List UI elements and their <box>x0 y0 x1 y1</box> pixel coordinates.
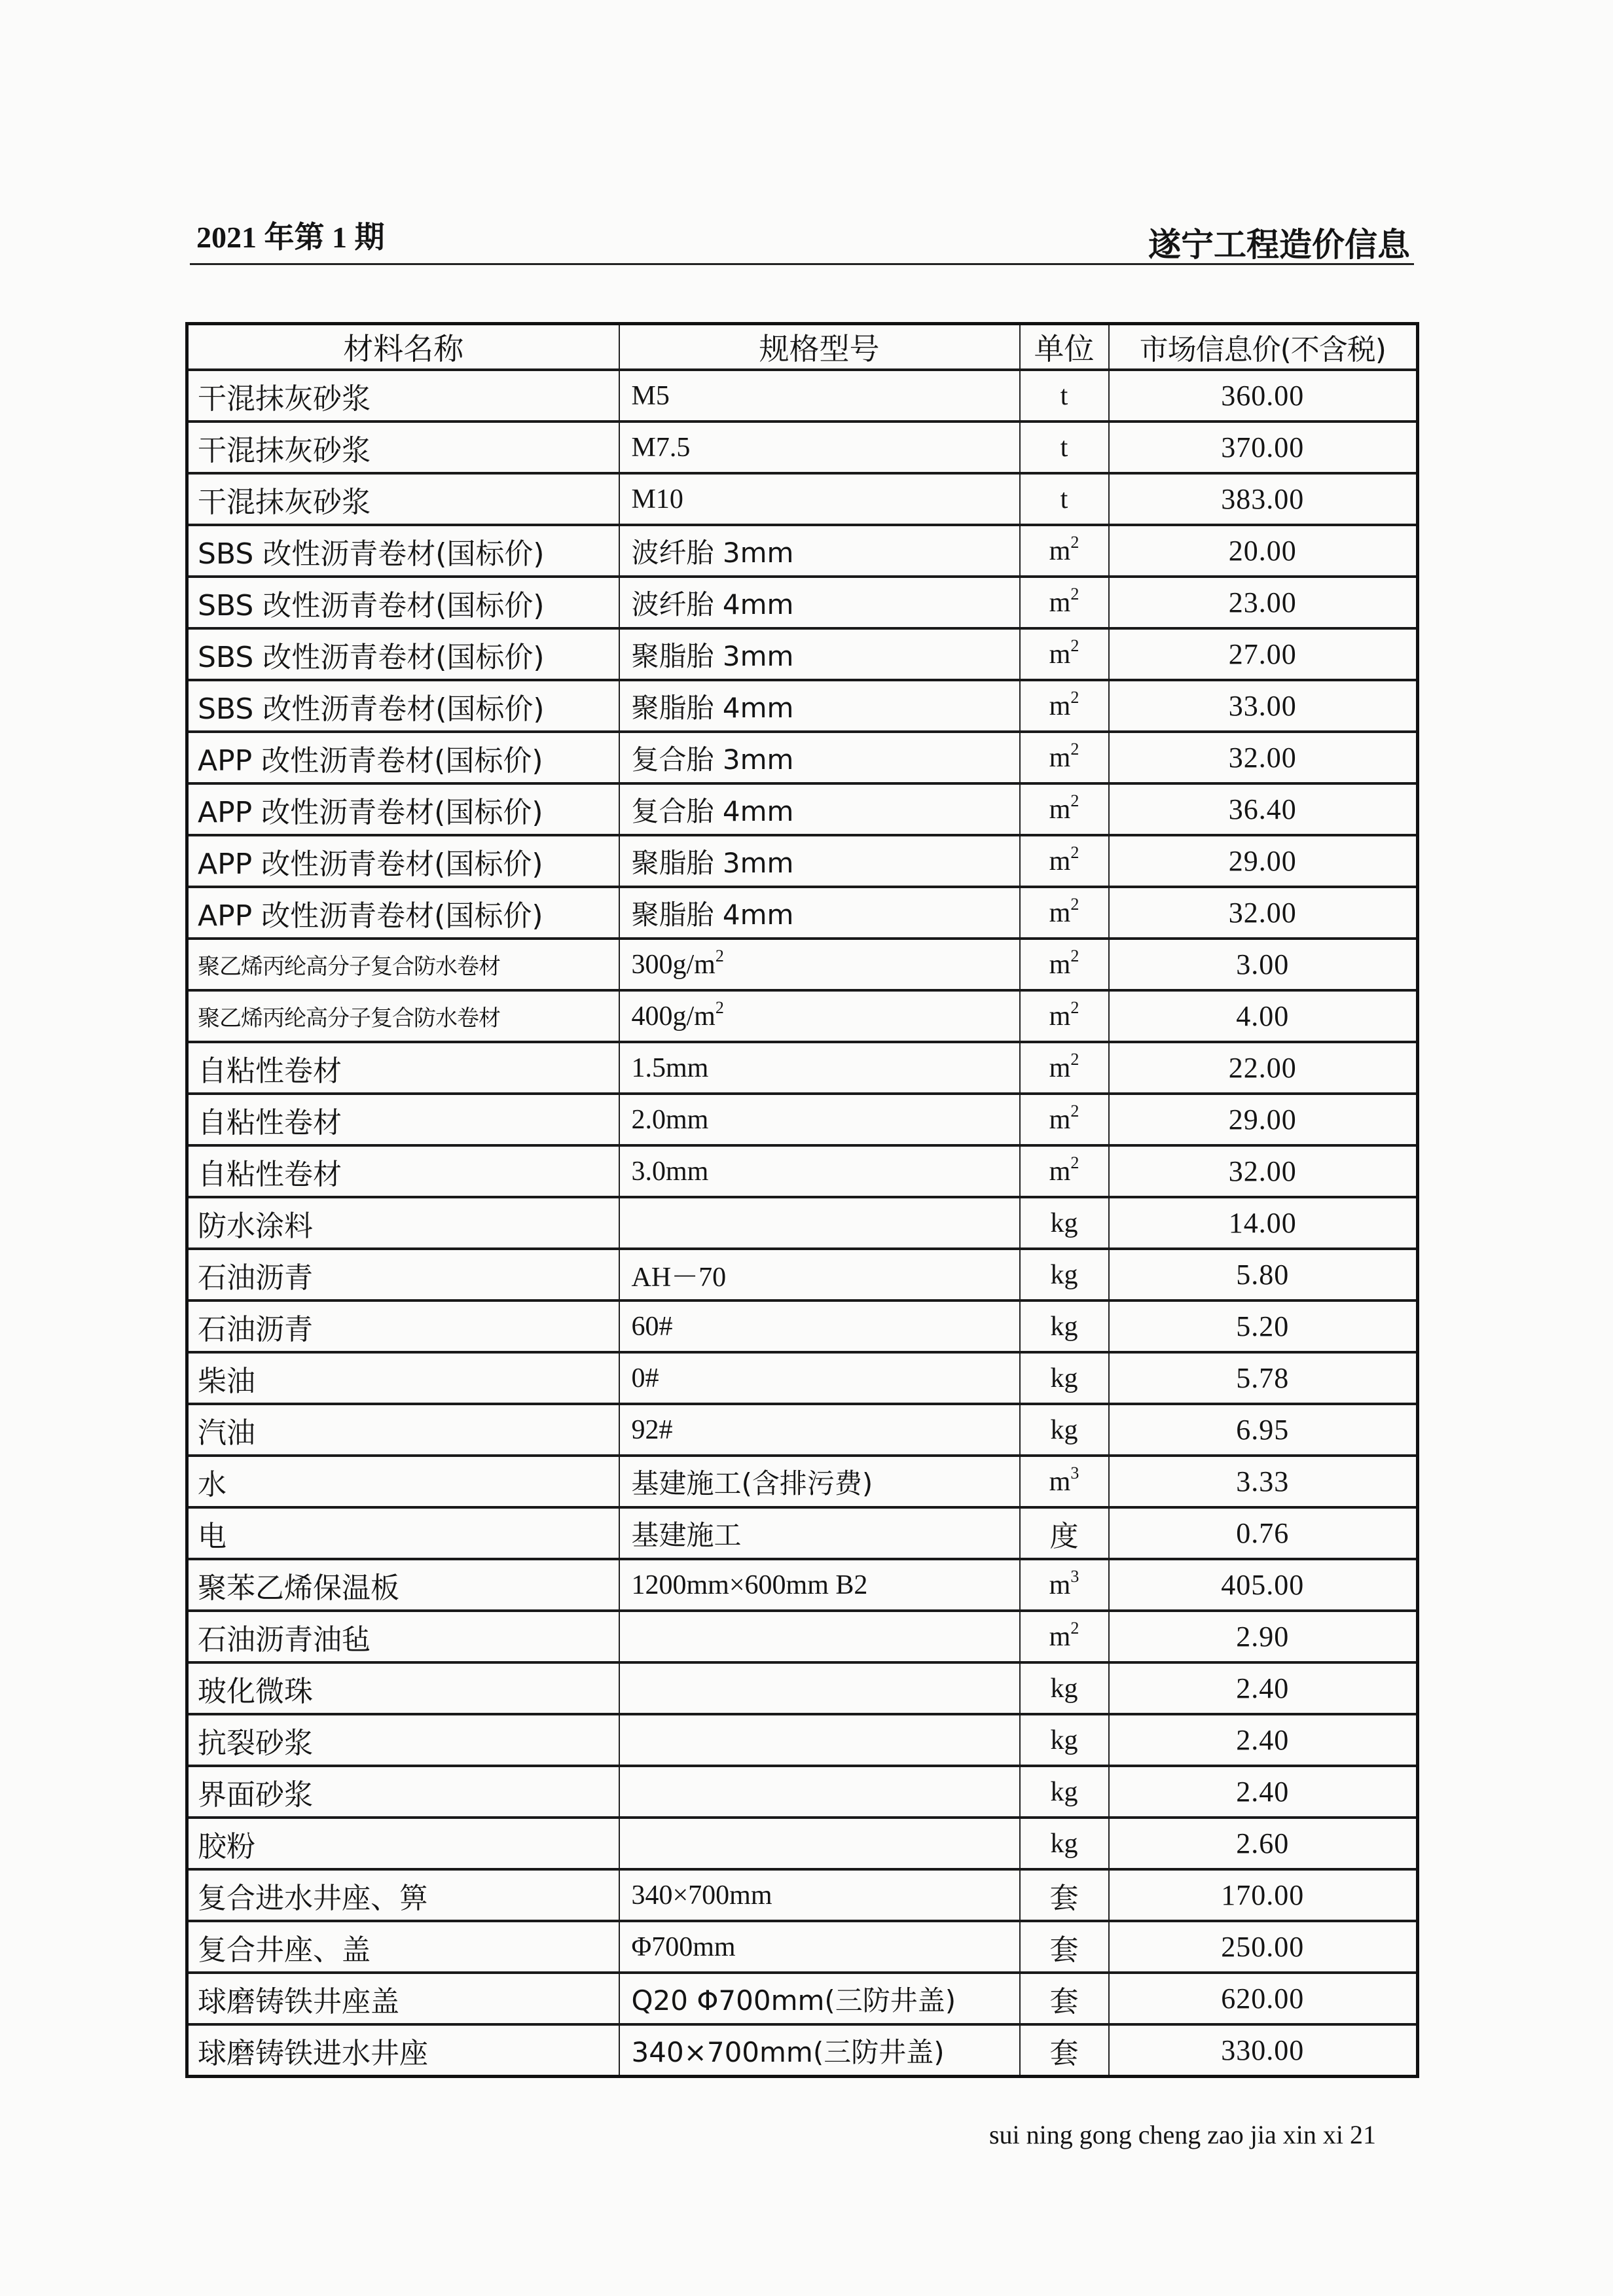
material-name-cell: 聚乙烯丙纶高分子复合防水卷材 <box>187 990 619 1042</box>
material-name-cell: 汽油 <box>187 1404 619 1456</box>
unit-text: 套 <box>1049 1881 1079 1915</box>
unit-exponent: 2 <box>1070 842 1079 862</box>
unit-text: m <box>1049 639 1071 670</box>
price-cell: 2.40 <box>1109 1766 1418 1818</box>
unit-text: m <box>1049 587 1071 618</box>
table-row <box>187 1662 1418 1714</box>
unit-exponent: 2 <box>1070 1049 1079 1069</box>
spec-cell <box>619 990 1020 1042</box>
spec-cell <box>619 1869 1020 1921</box>
unit-cell <box>1020 1766 1109 1818</box>
price-cell: 360.00 <box>1109 370 1418 422</box>
unit-cell <box>1020 1973 1109 2024</box>
material-name-cell: 球磨铸铁井座盖 <box>187 1973 619 2024</box>
unit-cell <box>1020 1456 1109 1507</box>
table-row <box>187 1094 1418 1145</box>
spec-text: 波纤胎 3mm <box>631 536 794 569</box>
unit-cell <box>1020 473 1109 525</box>
unit-exponent: 2 <box>1070 791 1079 810</box>
unit-cell <box>1020 1611 1109 1662</box>
unit-exponent: 2 <box>1070 532 1079 552</box>
table-row <box>187 1300 1418 1352</box>
spec-exponent: 2 <box>715 997 724 1017</box>
material-name-cell: 干混抹灰砂浆 <box>187 422 619 473</box>
material-name-cell: 抗裂砂浆 <box>187 1714 619 1766</box>
unit-text: m <box>1049 949 1071 980</box>
price-cell: 3.33 <box>1109 1456 1418 1507</box>
column-header-price: 市场信息价(不含税) <box>1109 324 1418 370</box>
spec-cell <box>619 939 1020 990</box>
unit-text: m <box>1049 1001 1071 1031</box>
table-row <box>187 1197 1418 1249</box>
spec-text: M10 <box>631 484 683 514</box>
unit-text: m <box>1049 1466 1071 1497</box>
material-name-cell: 聚苯乙烯保温板 <box>187 1559 619 1611</box>
unit-text: kg <box>1050 1414 1078 1445</box>
table-row <box>187 577 1418 628</box>
unit-text: m <box>1049 1621 1071 1652</box>
spec-text: 92# <box>631 1414 673 1445</box>
unit-cell <box>1020 1818 1109 1869</box>
unit-cell <box>1020 1921 1109 1973</box>
spec-cell <box>619 1456 1020 1507</box>
unit-cell <box>1020 732 1109 783</box>
spec-text: M5 <box>631 380 670 411</box>
spec-text: 聚脂胎 4mm <box>631 898 794 931</box>
price-cell: 33.00 <box>1109 680 1418 732</box>
price-cell: 170.00 <box>1109 1869 1418 1921</box>
table-row <box>187 1352 1418 1404</box>
price-cell: 2.40 <box>1109 1662 1418 1714</box>
unit-text: m <box>1049 794 1071 825</box>
table-row <box>187 1869 1418 1921</box>
table-row <box>187 1714 1418 1766</box>
table-row <box>187 680 1418 732</box>
table-row <box>187 1456 1418 1507</box>
spec-cell <box>619 1404 1020 1456</box>
material-name-cell: 水 <box>187 1456 619 1507</box>
material-name-cell: SBS 改性沥青卷材(国标价) <box>187 577 619 628</box>
price-cell: 0.76 <box>1109 1507 1418 1559</box>
price-cell: 32.00 <box>1109 887 1418 939</box>
price-cell: 2.90 <box>1109 1611 1418 1662</box>
price-cell: 32.00 <box>1109 1145 1418 1197</box>
table-row <box>187 1973 1418 2024</box>
unit-cell <box>1020 887 1109 939</box>
spec-text: AH－70 <box>631 1262 727 1293</box>
spec-text: 60# <box>631 1311 673 1342</box>
material-name-cell: APP 改性沥青卷材(国标价) <box>187 783 619 835</box>
unit-exponent: 2 <box>1070 636 1079 655</box>
unit-cell <box>1020 783 1109 835</box>
price-cell: 23.00 <box>1109 577 1418 628</box>
unit-text: t <box>1060 484 1068 514</box>
unit-text: kg <box>1050 1673 1078 1704</box>
column-header-unit: 单位 <box>1020 324 1109 370</box>
unit-exponent: 2 <box>1070 1618 1079 1638</box>
spec-text: 340×700mm <box>631 1880 772 1910</box>
unit-text: m <box>1049 1570 1071 1600</box>
table-row <box>187 1404 1418 1456</box>
unit-cell <box>1020 1559 1109 1611</box>
spec-cell <box>619 370 1020 422</box>
spec-cell <box>619 577 1020 628</box>
spec-cell <box>619 732 1020 783</box>
price-cell: 383.00 <box>1109 473 1418 525</box>
unit-exponent: 2 <box>1070 946 1079 965</box>
unit-text: kg <box>1050 1776 1078 1807</box>
material-name-cell: SBS 改性沥青卷材(国标价) <box>187 525 619 577</box>
material-name-cell: 界面砂浆 <box>187 1766 619 1818</box>
spec-cell <box>619 1507 1020 1559</box>
column-header-spec: 规格型号 <box>619 324 1020 370</box>
price-cell: 370.00 <box>1109 422 1418 473</box>
spec-text: 基建施工(含排污费) <box>631 1467 873 1499</box>
table-row <box>187 2024 1418 2077</box>
spec-text: M7.5 <box>631 432 691 463</box>
material-name-cell: 石油沥青油毡 <box>187 1611 619 1662</box>
spec-cell <box>619 1611 1020 1662</box>
unit-cell <box>1020 1507 1109 1559</box>
spec-text: 0# <box>631 1363 659 1393</box>
spec-cell <box>619 1714 1020 1766</box>
spec-text: 复合胎 4mm <box>631 795 794 827</box>
material-name-cell: 复合进水井座、箅 <box>187 1869 619 1921</box>
table-row <box>187 628 1418 680</box>
spec-text: 2.0mm <box>631 1104 709 1135</box>
unit-text: m <box>1049 1156 1071 1187</box>
column-header-material-name: 材料名称 <box>187 324 619 370</box>
spec-cell <box>619 525 1020 577</box>
material-name-cell: 聚乙烯丙纶高分子复合防水卷材 <box>187 939 619 990</box>
material-name-cell: 防水涂料 <box>187 1197 619 1249</box>
price-cell: 29.00 <box>1109 835 1418 887</box>
table-row <box>187 783 1418 835</box>
spec-cell <box>619 1818 1020 1869</box>
unit-text: 套 <box>1049 1933 1079 1967</box>
price-cell: 250.00 <box>1109 1921 1418 1973</box>
spec-text: 复合胎 3mm <box>631 743 794 776</box>
material-name-cell: 自粘性卷材 <box>187 1042 619 1094</box>
table-row <box>187 525 1418 577</box>
spec-cell <box>619 2024 1020 2077</box>
spec-text: 300g/m <box>631 949 716 980</box>
price-cell: 2.60 <box>1109 1818 1418 1869</box>
price-cell: 2.40 <box>1109 1714 1418 1766</box>
unit-exponent: 3 <box>1070 1566 1079 1586</box>
spec-text: 400g/m <box>631 1001 716 1031</box>
spec-cell <box>619 1042 1020 1094</box>
unit-text: m <box>1049 897 1071 928</box>
unit-text: m <box>1049 535 1071 566</box>
spec-cell <box>619 1662 1020 1714</box>
unit-cell <box>1020 1094 1109 1145</box>
material-name-cell: 干混抹灰砂浆 <box>187 370 619 422</box>
price-cell: 6.95 <box>1109 1404 1418 1456</box>
unit-cell <box>1020 2024 1109 2077</box>
unit-exponent: 2 <box>1070 687 1079 707</box>
unit-cell <box>1020 525 1109 577</box>
material-name-cell: 干混抹灰砂浆 <box>187 473 619 525</box>
unit-text: m <box>1049 1104 1071 1135</box>
price-cell: 5.78 <box>1109 1352 1418 1404</box>
unit-cell <box>1020 1662 1109 1714</box>
material-name-cell: SBS 改性沥青卷材(国标价) <box>187 628 619 680</box>
price-table-container <box>185 322 1416 2078</box>
price-cell: 620.00 <box>1109 1973 1418 2024</box>
spec-text: Φ700mm <box>631 1931 736 1962</box>
unit-exponent: 2 <box>1070 997 1079 1017</box>
page-footer: sui ning gong cheng zao jia xin xi 21 <box>988 2120 1376 2149</box>
unit-text: 套 <box>1049 2036 1079 2070</box>
material-name-cell: 自粘性卷材 <box>187 1094 619 1145</box>
price-cell: 330.00 <box>1109 2024 1418 2077</box>
material-name-cell: 胶粉 <box>187 1818 619 1869</box>
material-name-cell: 石油沥青 <box>187 1249 619 1300</box>
unit-cell <box>1020 1869 1109 1921</box>
table-row <box>187 1611 1418 1662</box>
price-cell: 5.80 <box>1109 1249 1418 1300</box>
spec-text: 聚脂胎 3mm <box>631 846 794 879</box>
unit-text: kg <box>1050 1828 1078 1859</box>
unit-cell <box>1020 1300 1109 1352</box>
unit-cell <box>1020 990 1109 1042</box>
spec-cell <box>619 783 1020 835</box>
spec-cell <box>619 680 1020 732</box>
table-row <box>187 835 1418 887</box>
unit-text: m <box>1049 846 1071 876</box>
table-row <box>187 887 1418 939</box>
spec-cell <box>619 1145 1020 1197</box>
spec-cell <box>619 887 1020 939</box>
price-cell: 405.00 <box>1109 1559 1418 1611</box>
spec-cell <box>619 835 1020 887</box>
unit-cell <box>1020 1145 1109 1197</box>
spec-cell <box>619 1559 1020 1611</box>
spec-text: 340×700mm(三防井盖) <box>631 2036 945 2068</box>
table-row <box>187 1249 1418 1300</box>
unit-text: kg <box>1050 1259 1078 1290</box>
price-cell: 29.00 <box>1109 1094 1418 1145</box>
material-name-cell: 自粘性卷材 <box>187 1145 619 1197</box>
unit-exponent: 2 <box>1070 584 1079 603</box>
unit-exponent: 3 <box>1070 1463 1079 1482</box>
price-cell: 22.00 <box>1109 1042 1418 1094</box>
material-name-cell: 玻化微珠 <box>187 1662 619 1714</box>
unit-text: t <box>1060 432 1068 463</box>
unit-cell <box>1020 939 1109 990</box>
unit-cell <box>1020 1714 1109 1766</box>
unit-cell <box>1020 680 1109 732</box>
table-row <box>187 473 1418 525</box>
spec-text: Q20 Φ700mm(三防井盖) <box>631 1984 956 2017</box>
unit-text: m <box>1049 691 1071 721</box>
spec-cell <box>619 1197 1020 1249</box>
price-cell: 14.00 <box>1109 1197 1418 1249</box>
spec-cell <box>619 628 1020 680</box>
table-row <box>187 732 1418 783</box>
material-name-cell: 电 <box>187 1507 619 1559</box>
unit-cell <box>1020 1197 1109 1249</box>
price-cell: 4.00 <box>1109 990 1418 1042</box>
unit-text: kg <box>1050 1311 1078 1342</box>
spec-text: 聚脂胎 3mm <box>631 639 794 672</box>
unit-text: m <box>1049 1052 1071 1083</box>
unit-text: kg <box>1050 1363 1078 1393</box>
unit-text: kg <box>1050 1725 1078 1755</box>
material-name-cell: APP 改性沥青卷材(国标价) <box>187 835 619 887</box>
unit-exponent: 2 <box>1070 1153 1079 1172</box>
header-rule <box>190 263 1414 265</box>
price-cell: 27.00 <box>1109 628 1418 680</box>
material-name-cell: 球磨铸铁进水井座 <box>187 2024 619 2077</box>
material-name-cell: 复合井座、盖 <box>187 1921 619 1973</box>
price-cell: 32.00 <box>1109 732 1418 783</box>
price-table <box>185 322 1419 2078</box>
material-name-cell: APP 改性沥青卷材(国标价) <box>187 887 619 939</box>
unit-exponent: 2 <box>1070 894 1079 914</box>
table-row <box>187 1766 1418 1818</box>
table-body <box>187 370 1418 2077</box>
unit-text: 度 <box>1049 1519 1079 1553</box>
price-cell: 5.20 <box>1109 1300 1418 1352</box>
spec-exponent: 2 <box>715 946 724 965</box>
table-row <box>187 990 1418 1042</box>
price-cell: 20.00 <box>1109 525 1418 577</box>
unit-text: m <box>1049 742 1071 773</box>
table-row <box>187 1818 1418 1869</box>
unit-text: kg <box>1050 1208 1078 1238</box>
material-name-cell: 柴油 <box>187 1352 619 1404</box>
unit-cell <box>1020 628 1109 680</box>
table-row <box>187 370 1418 422</box>
unit-cell <box>1020 577 1109 628</box>
spec-cell <box>619 1766 1020 1818</box>
unit-cell <box>1020 1042 1109 1094</box>
unit-exponent: 2 <box>1070 1101 1079 1121</box>
unit-cell <box>1020 1249 1109 1300</box>
material-name-cell: 石油沥青 <box>187 1300 619 1352</box>
table-row <box>187 1507 1418 1559</box>
unit-cell <box>1020 835 1109 887</box>
publication-title: 遂宁工程造价信息 <box>1148 226 1410 264</box>
issue-label: 2021 年第 1 期 <box>196 221 385 254</box>
spec-text: 1.5mm <box>631 1052 709 1083</box>
table-row <box>187 1042 1418 1094</box>
table-header-row <box>187 324 1418 370</box>
table-row <box>187 1145 1418 1197</box>
spec-cell <box>619 473 1020 525</box>
spec-text: 基建施工 <box>631 1518 742 1551</box>
spec-text: 波纤胎 4mm <box>631 588 794 620</box>
spec-cell <box>619 1094 1020 1145</box>
spec-cell <box>619 1973 1020 2024</box>
spec-cell <box>619 1921 1020 1973</box>
spec-text: 3.0mm <box>631 1156 709 1187</box>
spec-cell <box>619 1249 1020 1300</box>
spec-cell <box>619 1300 1020 1352</box>
material-name-cell: SBS 改性沥青卷材(国标价) <box>187 680 619 732</box>
unit-exponent: 2 <box>1070 739 1079 759</box>
table-row <box>187 1921 1418 1973</box>
spec-text: 1200mm×600mm B2 <box>631 1570 868 1600</box>
table-row <box>187 1559 1418 1611</box>
unit-cell <box>1020 422 1109 473</box>
price-cell: 3.00 <box>1109 939 1418 990</box>
material-name-cell: APP 改性沥青卷材(国标价) <box>187 732 619 783</box>
unit-cell <box>1020 1404 1109 1456</box>
spec-cell <box>619 1352 1020 1404</box>
unit-cell <box>1020 370 1109 422</box>
table-row <box>187 422 1418 473</box>
unit-text: t <box>1060 380 1068 411</box>
unit-text: 套 <box>1049 1984 1079 2018</box>
unit-cell <box>1020 1352 1109 1404</box>
price-cell: 36.40 <box>1109 783 1418 835</box>
spec-text: 聚脂胎 4mm <box>631 691 794 724</box>
table-row <box>187 939 1418 990</box>
spec-cell <box>619 422 1020 473</box>
